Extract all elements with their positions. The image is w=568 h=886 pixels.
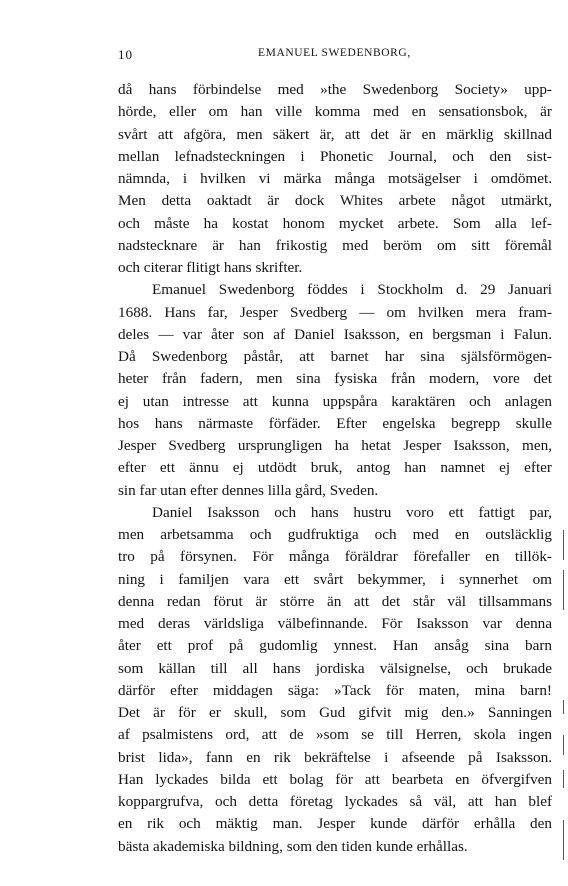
text-line: heter från fadern, men sina fysiska från modern, vore det xyxy=(118,370,552,388)
margin-scan-mark xyxy=(563,770,564,788)
text-line: och citerar flitigt hans skrifter. xyxy=(118,259,303,276)
text-line: 1688. Hans far, Jesper Svedberg — om hvilken mera fram- xyxy=(118,303,552,321)
text-line: tro på försynen. För många föräldrar förefaller en tillök- xyxy=(118,548,552,566)
margin-scan-mark xyxy=(563,735,564,755)
text-line: Men detta oaktadt är dock Whites arbete något utmärkt, xyxy=(118,192,552,210)
text-line: efter ett ännu ej utdödt bruk, antog han namnet ej efter xyxy=(118,459,552,477)
text-line: bästa akademiska bildning, som den tiden kunde erhållas. xyxy=(118,837,468,855)
text-line: Då Swedenborg påstår, att barnet har sina själsförmögen- xyxy=(118,348,552,365)
paragraph-start-line: Emanuel Swedenborg föddes i Stockholm d. 29 Januari xyxy=(152,281,552,299)
text-line: denna redan förut är större än att det står väl tillsammans xyxy=(118,592,552,610)
text-line: Jesper Svedberg ursprungligen ha hetat Jesper Isaksson, men, xyxy=(118,437,552,454)
text-line: hos hans närmaste förfäder. Efter engelska begrepp skulle xyxy=(118,414,552,432)
margin-scan-mark xyxy=(563,570,564,610)
text-line: nadstecknare är han frikostig med beröm om sitt föremål xyxy=(118,236,552,254)
text-line: hörde, eller om han ville komma med en sensationsbok, är xyxy=(118,103,552,121)
text-line: med deras världsliga välbefinnande. För Isaksson var denna xyxy=(118,615,552,632)
text-line: af psalmistens ord, att de »som se till Herren, skola ingen xyxy=(118,726,552,744)
text-line: då hans förbindelse med »the Swedenborg Society» upp- xyxy=(118,81,552,98)
text-line: sin far utan efter dennes lilla gård, Sveden. xyxy=(118,481,379,499)
text-line: men arbetsamma och gudfruktiga och med en outsläcklig xyxy=(118,526,552,543)
page-header xyxy=(118,47,552,65)
text-line: ning i familjen vara ett svårt bekymmer, i synnerhet om xyxy=(118,570,552,588)
body-text xyxy=(118,79,552,858)
paragraph-start-line: Daniel Isaksson och hans hustru voro ett fattigt par, xyxy=(152,503,552,521)
text-line: nämnda, i hvilken vi märka många motsägelser i omdömet. xyxy=(118,170,552,187)
margin-scan-mark xyxy=(563,530,564,560)
text-line: brist lida», fann en rik bekräftelse i afseende på Isaksson. xyxy=(118,748,552,766)
margin-scan-mark xyxy=(563,820,564,860)
text-line: som källan till all hans jordiska välsignelse, och brukade xyxy=(118,659,552,677)
page-number: 10 xyxy=(118,47,133,62)
running-head: EMANUEL SWEDENBORG, xyxy=(258,47,411,59)
text-line: åter ett prof på gudomlig ynnest. Han ansåg sina barn xyxy=(118,637,552,655)
text-line: och måste ha kostat honom mycket arbete. Som alla lef- xyxy=(118,214,552,232)
text-line: Det är för er skull, som Gud gifvit mig den.» Sanningen xyxy=(118,704,552,721)
text-line: ej utan intresse att kunna uppspåra karaktären och anlagen xyxy=(118,392,552,410)
text-line: mellan lefnadsteckningen i Phonetic Journal, och den sist- xyxy=(118,147,552,165)
text-line: koppargrufva, och detta företag lyckades så väl, att han blef xyxy=(118,793,552,810)
text-line: deles — var åter son af Daniel Isaksson, en bergsman i Falun. xyxy=(118,325,552,343)
margin-scan-mark xyxy=(563,700,564,714)
text-line: svårt att afgöra, men säkert är, att det är en märklig skillnad xyxy=(118,125,552,143)
text-line: Han lyckades bilda ett bolag för att bearbeta en öfvergifven xyxy=(118,770,552,788)
text-line: därför efter middagen säga: »Tack för maten, mina barn! xyxy=(118,681,552,699)
text-line: en rik och mäktig man. Jesper kunde därför erhålla den xyxy=(118,815,552,833)
